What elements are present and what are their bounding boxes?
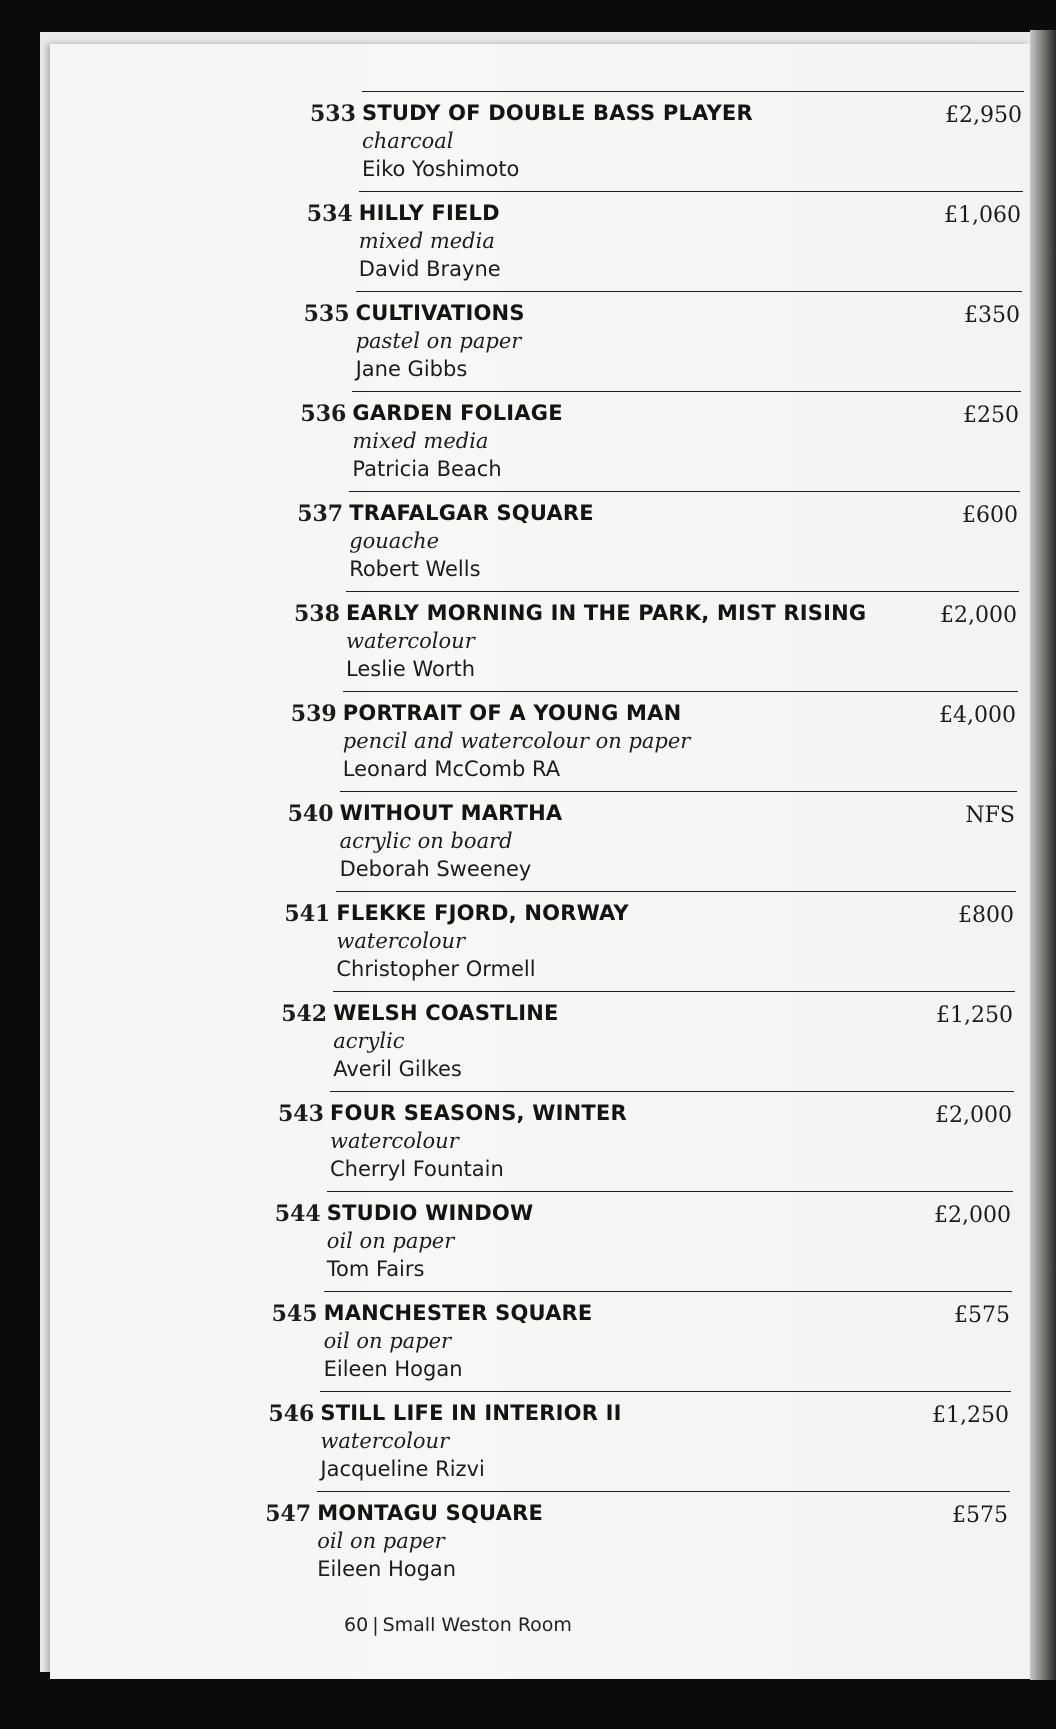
entry-divider bbox=[340, 791, 1017, 792]
catalogue-entry bbox=[310, 91, 1024, 189]
entry-artist: Robert Wells bbox=[349, 557, 481, 581]
entry-divider bbox=[336, 891, 1016, 892]
catalogue-entry bbox=[287, 791, 1017, 889]
entry-price: £2,950 bbox=[945, 103, 1022, 128]
entry-number: 546 bbox=[268, 1401, 315, 1427]
entry-price: £600 bbox=[961, 503, 1018, 528]
entry-artist: David Brayne bbox=[358, 257, 501, 281]
entry-divider bbox=[343, 691, 1018, 692]
entry-artist: Jacqueline Rizvi bbox=[320, 1457, 485, 1481]
entry-number: 547 bbox=[265, 1501, 312, 1527]
entry-number: 538 bbox=[294, 601, 340, 627]
catalogue-entry bbox=[271, 1291, 1012, 1389]
entry-divider bbox=[352, 391, 1021, 392]
entry-number: 543 bbox=[278, 1101, 324, 1127]
entry-divider bbox=[333, 991, 1015, 992]
entry-title: HILLY FIELD bbox=[358, 201, 500, 225]
entry-medium: watercolour bbox=[346, 629, 475, 653]
catalogue-entry bbox=[297, 491, 1020, 589]
entry-medium: watercolour bbox=[330, 1129, 459, 1153]
entry-price: £250 bbox=[962, 403, 1019, 428]
catalogue-entry bbox=[303, 291, 1022, 389]
catalogue-entry bbox=[281, 991, 1015, 1089]
catalogue-entry bbox=[265, 1491, 1010, 1589]
entry-divider bbox=[359, 191, 1023, 192]
entry-divider bbox=[349, 491, 1020, 492]
entry-number: 540 bbox=[287, 801, 334, 827]
entry-price: £2,000 bbox=[934, 1203, 1011, 1228]
entry-medium: oil on paper bbox=[323, 1329, 452, 1353]
entry-price: £2,000 bbox=[935, 1103, 1012, 1128]
entry-number: 536 bbox=[300, 401, 347, 427]
entry-medium: gouache bbox=[349, 529, 440, 553]
entry-price: £2,000 bbox=[940, 603, 1017, 628]
entry-artist: Deborah Sweeney bbox=[339, 857, 532, 881]
entry-number: 535 bbox=[303, 301, 350, 327]
entry-artist: Eileen Hogan bbox=[317, 1557, 457, 1581]
page-number: 60 bbox=[344, 1614, 369, 1636]
entry-price: £1,250 bbox=[936, 1003, 1013, 1028]
entry-title: MANCHESTER SQUARE bbox=[323, 1301, 593, 1325]
entry-divider bbox=[330, 1091, 1014, 1092]
catalogue-entry bbox=[268, 1391, 1011, 1489]
page-footer bbox=[344, 1614, 572, 1636]
entry-price: NFS bbox=[965, 803, 1015, 828]
entry-price: £800 bbox=[957, 903, 1014, 928]
entry-price: £575 bbox=[951, 1503, 1008, 1528]
catalogue-entry bbox=[306, 191, 1023, 289]
footer-separator: | bbox=[372, 1614, 379, 1636]
entry-price: £1,250 bbox=[932, 1403, 1009, 1428]
catalogue-entry bbox=[300, 391, 1021, 489]
entry-medium: mixed media bbox=[352, 429, 489, 453]
entry-price: £1,060 bbox=[944, 203, 1021, 228]
catalogue-entry bbox=[294, 591, 1019, 689]
entry-divider bbox=[327, 1191, 1013, 1192]
entry-artist: Eileen Hogan bbox=[323, 1357, 463, 1381]
entry-artist: Leonard McComb RA bbox=[342, 757, 561, 781]
entry-number: 539 bbox=[290, 701, 337, 727]
entry-medium: watercolour bbox=[320, 1429, 450, 1453]
entry-divider bbox=[356, 291, 1022, 292]
entry-medium: oil on paper bbox=[317, 1529, 445, 1553]
entry-medium: pastel on paper bbox=[355, 329, 522, 353]
entry-number: 534 bbox=[306, 201, 353, 227]
entry-divider bbox=[324, 1291, 1012, 1292]
catalogue-entry bbox=[290, 691, 1018, 789]
entry-artist: Cherryl Fountain bbox=[330, 1157, 504, 1181]
entry-artist: Patricia Beach bbox=[352, 457, 502, 481]
entry-medium: pencil and watercolour on paper bbox=[342, 729, 691, 753]
entry-medium: acrylic bbox=[333, 1029, 405, 1053]
entry-medium: watercolour bbox=[336, 929, 466, 953]
entry-number: 542 bbox=[281, 1001, 328, 1027]
entry-price: £4,000 bbox=[939, 703, 1016, 728]
entry-artist: Leslie Worth bbox=[346, 657, 476, 681]
catalogue-entry bbox=[278, 1091, 1014, 1189]
entry-title: STILL LIFE IN INTERIOR II bbox=[320, 1401, 622, 1425]
entry-price: £575 bbox=[953, 1303, 1010, 1328]
room-name: Small Weston Room bbox=[382, 1614, 572, 1636]
entry-number: 533 bbox=[310, 101, 356, 127]
entry-artist: Jane Gibbs bbox=[355, 357, 468, 381]
entry-title: WELSH COASTLINE bbox=[333, 1001, 559, 1025]
entry-title: TRAFALGAR SQUARE bbox=[349, 501, 594, 525]
entry-title: WITHOUT MARTHA bbox=[339, 801, 563, 825]
entry-medium: mixed media bbox=[358, 229, 495, 253]
entry-artist: Eiko Yoshimoto bbox=[362, 157, 520, 181]
entry-artist: Tom Fairs bbox=[326, 1257, 425, 1281]
entry-medium: oil on paper bbox=[326, 1229, 455, 1253]
entry-title: GARDEN FOLIAGE bbox=[352, 401, 563, 425]
entry-price: £350 bbox=[963, 303, 1020, 328]
catalogue-entry bbox=[274, 1191, 1013, 1289]
entry-divider bbox=[320, 1391, 1011, 1392]
entry-title: CULTIVATIONS bbox=[355, 301, 525, 325]
entry-title: STUDIO WINDOW bbox=[326, 1201, 534, 1225]
entry-title: FLEKKE FJORD, NORWAY bbox=[336, 901, 629, 925]
entry-number: 544 bbox=[274, 1201, 321, 1227]
entry-artist: Christopher Ormell bbox=[336, 957, 536, 981]
entry-divider bbox=[346, 591, 1019, 592]
entry-number: 541 bbox=[284, 901, 331, 927]
catalogue-entry bbox=[284, 891, 1016, 989]
entry-divider bbox=[362, 91, 1024, 92]
entry-medium: charcoal bbox=[362, 129, 454, 153]
entry-title: PORTRAIT OF A YOUNG MAN bbox=[342, 701, 682, 725]
entry-number: 537 bbox=[297, 501, 344, 527]
entry-title: STUDY OF DOUBLE BASS PLAYER bbox=[362, 101, 753, 125]
entry-title: EARLY MORNING IN THE PARK, MIST RISING bbox=[346, 601, 867, 625]
entry-title: MONTAGU SQUARE bbox=[317, 1501, 544, 1525]
entry-title: FOUR SEASONS, WINTER bbox=[330, 1101, 627, 1125]
entry-artist: Averil Gilkes bbox=[333, 1057, 462, 1081]
entry-medium: acrylic on board bbox=[339, 829, 513, 853]
entry-divider bbox=[317, 1491, 1010, 1492]
entry-number: 545 bbox=[271, 1301, 318, 1327]
